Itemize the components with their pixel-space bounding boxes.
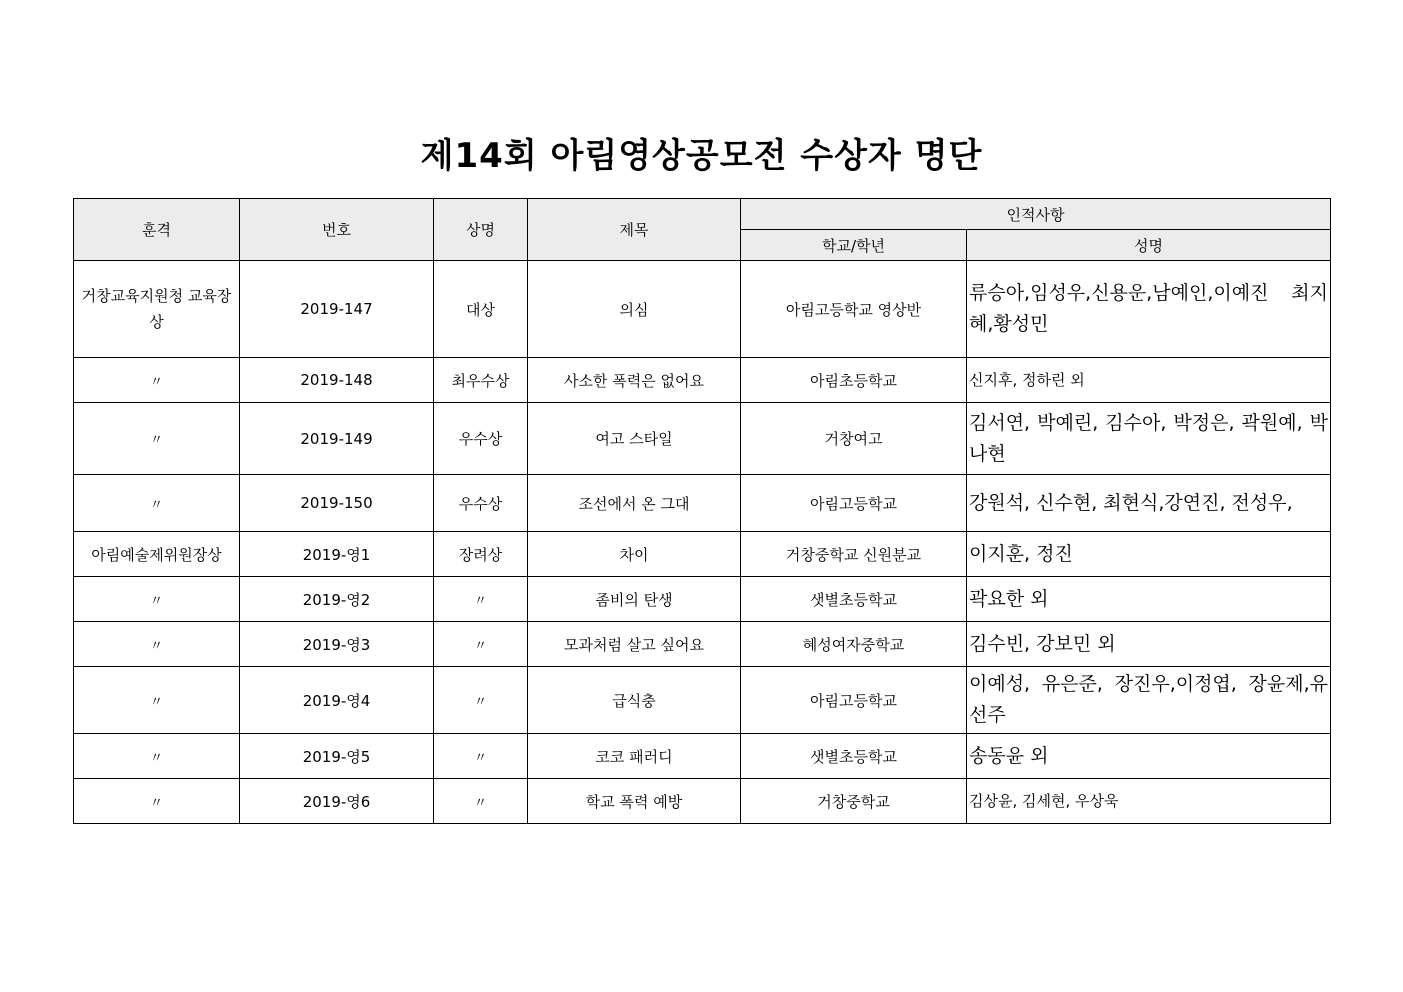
cell-work-title: 급식충: [528, 667, 741, 734]
cell-names: 신지후, 정하린 외: [967, 358, 1331, 403]
cell-number: 2019-영2: [240, 577, 434, 622]
cell-names: 김서연, 박예린, 김수아, 박정은, 곽원예, 박나현: [967, 403, 1331, 475]
cell-award: 우수상: [434, 403, 528, 475]
cell-number: 2019-영5: [240, 734, 434, 779]
cell-school: 아림초등학교: [741, 358, 967, 403]
cell-names: 이지훈, 정진: [967, 532, 1331, 577]
cell-honor: 거창교육지원청 교육장상: [74, 261, 240, 358]
cell-school: 혜성여자중학교: [741, 622, 967, 667]
cell-work-title: 코코 패러디: [528, 734, 741, 779]
cell-school: 아림고등학교 영상반: [741, 261, 967, 358]
table-row: [74, 734, 1331, 779]
cell-number: 2019-148: [240, 358, 434, 403]
header-work-title: 제목: [528, 199, 741, 261]
cell-award: 최우수상: [434, 358, 528, 403]
cell-school: 아림고등학교: [741, 667, 967, 734]
table-row: [74, 779, 1331, 824]
header-award: 상명: [434, 199, 528, 261]
cell-number: 2019-150: [240, 475, 434, 532]
header-school-grade: 학교/학년: [741, 230, 967, 261]
cell-honor: 〃: [74, 779, 240, 824]
cell-honor: 〃: [74, 622, 240, 667]
cell-honor: 아림예술제위원장상: [74, 532, 240, 577]
cell-honor: 〃: [74, 358, 240, 403]
cell-names: 김상윤, 김세현, 우상욱: [967, 779, 1331, 824]
cell-school: 거창여고: [741, 403, 967, 475]
cell-work-title: 사소한 폭력은 없어요: [528, 358, 741, 403]
cell-names: 곽요한 외: [967, 577, 1331, 622]
cell-number: 2019-영3: [240, 622, 434, 667]
cell-award: 장려상: [434, 532, 528, 577]
cell-honor: 〃: [74, 734, 240, 779]
table-row: [74, 532, 1331, 577]
cell-work-title: 차이: [528, 532, 741, 577]
cell-school: 거창중학교: [741, 779, 967, 824]
cell-award: 〃: [434, 622, 528, 667]
cell-names: 류승아,임성우,신용운,남예인,이예진 최지혜,황성민: [967, 261, 1331, 358]
cell-honor: 〃: [74, 577, 240, 622]
table-row: [74, 261, 1331, 358]
table-row: [74, 403, 1331, 475]
table-row: [74, 577, 1331, 622]
cell-award: 〃: [434, 734, 528, 779]
table-row: [74, 475, 1331, 532]
cell-award: 우수상: [434, 475, 528, 532]
cell-honor: 〃: [74, 667, 240, 734]
cell-award: 〃: [434, 779, 528, 824]
page-title: 제14회 아림영상공모전 수상자 명단: [420, 136, 983, 176]
cell-work-title: 좀비의 탄생: [528, 577, 741, 622]
cell-names: 강원석, 신수현, 최현식,강연진, 전성우,: [967, 475, 1331, 532]
cell-names: 송동윤 외: [967, 734, 1331, 779]
cell-honor: 〃: [74, 475, 240, 532]
cell-school: 샛별초등학교: [741, 734, 967, 779]
cell-award: 〃: [434, 577, 528, 622]
table-row: [74, 667, 1331, 734]
cell-number: 2019-영4: [240, 667, 434, 734]
table-row: [74, 358, 1331, 403]
cell-work-title: 조선에서 온 그대: [528, 475, 741, 532]
cell-award: 〃: [434, 667, 528, 734]
cell-school: 아림고등학교: [741, 475, 967, 532]
cell-honor: 〃: [74, 403, 240, 475]
cell-work-title: 모과처럼 살고 싶어요: [528, 622, 741, 667]
awardee-table: [73, 198, 1331, 824]
cell-names: 이예성, 유은준, 장진우,이정엽, 장윤제,유선주: [967, 667, 1331, 734]
cell-work-title: 여고 스타일: [528, 403, 741, 475]
header-name: 성명: [967, 230, 1331, 261]
cell-names: 김수빈, 강보민 외: [967, 622, 1331, 667]
cell-work-title: 의심: [528, 261, 741, 358]
cell-number: 2019-영1: [240, 532, 434, 577]
cell-award: 대상: [434, 261, 528, 358]
header-number: 번호: [240, 199, 434, 261]
cell-school: 거창중학교 신원분교: [741, 532, 967, 577]
cell-number: 2019-149: [240, 403, 434, 475]
cell-school: 샛별초등학교: [741, 577, 967, 622]
header-personal-info: 인적사항: [741, 199, 1331, 230]
cell-work-title: 학교 폭력 예방: [528, 779, 741, 824]
table-row: [74, 622, 1331, 667]
cell-number: 2019-영6: [240, 779, 434, 824]
header-honor: 훈격: [74, 199, 240, 261]
cell-number: 2019-147: [240, 261, 434, 358]
